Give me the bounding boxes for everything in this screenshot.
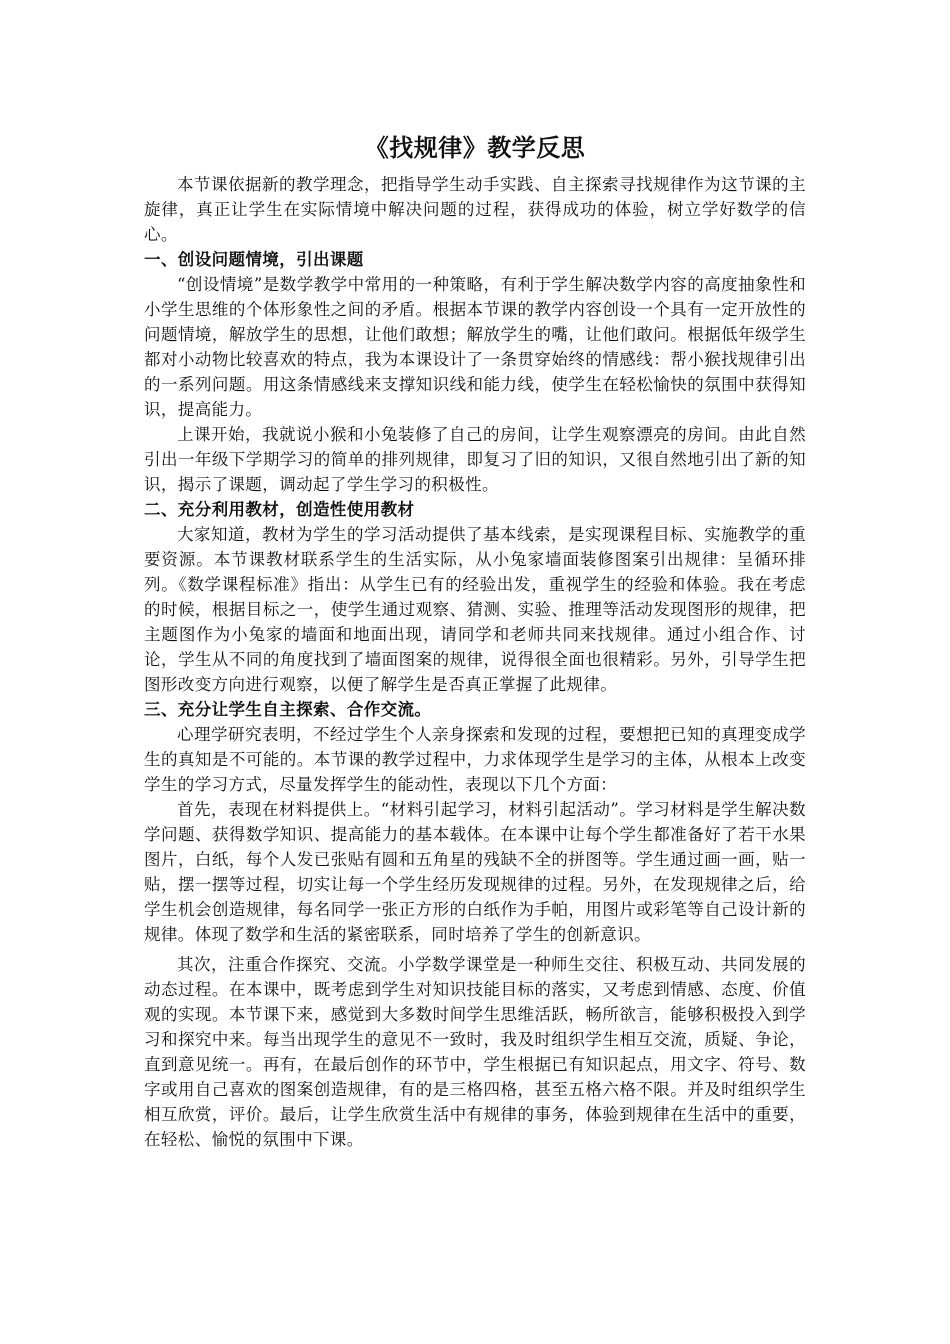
document-title: 《找规律》教学反思 xyxy=(364,133,586,162)
section-1-paragraph-2: 上课开始，我就说小猴和小兔装修了自己的房间，让学生观察漂亮的房间。由此自然引出一年级下学期学习的简单的排列规律，即复习了旧的知识，又很自然地引出了新的知识，揭示了课题，调动起了学生学习的积极性。 xyxy=(144,425,806,494)
section-3-paragraph-2: 首先，表现在材料提供上。“材料引起学习，材料引起活动”。学习材料是学生解决数学问题、获得数学知识、提高能力的基本载体。在本课中让每个学生都准备好了若干水果图片，白纸，每个人发已张贴有圆和五角星的残缺不全的拼图等。学生通过画一画，贴一贴，摆一摆等过程，切实让每一个学生经历发现规律的过程。另外，在发现规律之后，给学生机会创造规律，每名同学一张正方形的白纸作为手帕，用图片或彩笔等自己设计新的规律。体现了数学和生活的紧密联系，同时培养了学生的创新意识。 xyxy=(144,800,806,944)
section-heading-2: 二、充分利用教材，创造性使用教材 xyxy=(144,500,415,519)
section-2-paragraph-1: 大家知道，教材为学生的学习活动提供了基本线索，是实现课程目标、实施教学的重要资源。本节课教材联系学生的生活实际，从小兔家墙面装修图案引出规律：呈循环排列。《数学课程标准》指出：从学生已有的经验出发，重视学生的经验和体验。我在考虑的时候，根据目标之一，使学生通过观察、猜测、实验、推理等活动发现图形的规律，把主题图作为小兔家的墙面和地面出现，请同学和老师共同来找规律。通过小组合作、讨论，学生从不同的角度找到了墙面图案的规律，说得很全面也很精彩。另外，引导学生把图形改变方向进行观察，以便了解学生是否真正掌握了此规律。 xyxy=(144,525,806,694)
section-1-paragraph-1: “创设情境”是数学教学中常用的一种策略，有利于学生解决数学内容的高度抽象性和小学生思维的个体形象性之间的矛盾。根据本节课的教学内容创设一个具有一定开放性的问题情境，解放学生的思想，让他们敢想；解放学生的嘴，让他们敢问。根据低年级学生都对小动物比较喜欢的特点，我为本课设计了一条贯穿始终的情感线：帮小猴找规律引出的一系列问题。用这条情感线来支撑知识线和能力线，使学生在轻松愉快的氛围中获得知识，提高能力。 xyxy=(144,275,806,419)
intro-paragraph: 本节课依据新的教学理念，把指导学生动手实践、自主探索寻找规律作为这节课的主旋律，真正让学生在实际情境中解决问题的过程，获得成功的体验，树立学好数学的信心。 xyxy=(144,175,806,244)
section-3-paragraph-3: 其次，注重合作探究、交流。小学数学课堂是一种师生交往、积极互动、共同发展的动态过程。在本课中，既考虑到学生对知识技能目标的落实，又考虑到情感、态度、价值观的实现。本节课下来，感觉到大多数时间学生思维活跃，畅所欲言，能够积极投入到学习和探究中来。每当出现学生的意见不一致时，我及时组织学生相互交流，质疑、争论，直到意见统一。再有，在最后创作的环节中，学生根据已有知识起点，用文字、符号、数字或用自己喜欢的图案创造规律，有的是三格四格，甚至五格六格不限。并及时组织学生相互欣赏，评价。最后，让学生欣赏生活中有规律的事务，体验到规律在生活中的重要，在轻松、愉悦的氛围中下课。 xyxy=(144,955,806,1149)
section-heading-3: 三、充分让学生自主探索、合作交流。 xyxy=(144,700,432,719)
section-heading-1: 一、创设问题情境，引出课题 xyxy=(144,250,364,269)
section-3-paragraph-1: 心理学研究表明，不经过学生个人亲身探索和发现的过程，要想把已知的真理变成学生的真知是不可能的。本节课的教学过程中，力求体现学生是学习的主体，从根本上改变学生的学习方式，尽量发挥学生的能动性，表现以下几个方面： xyxy=(144,725,806,794)
document-page xyxy=(144,130,806,1152)
